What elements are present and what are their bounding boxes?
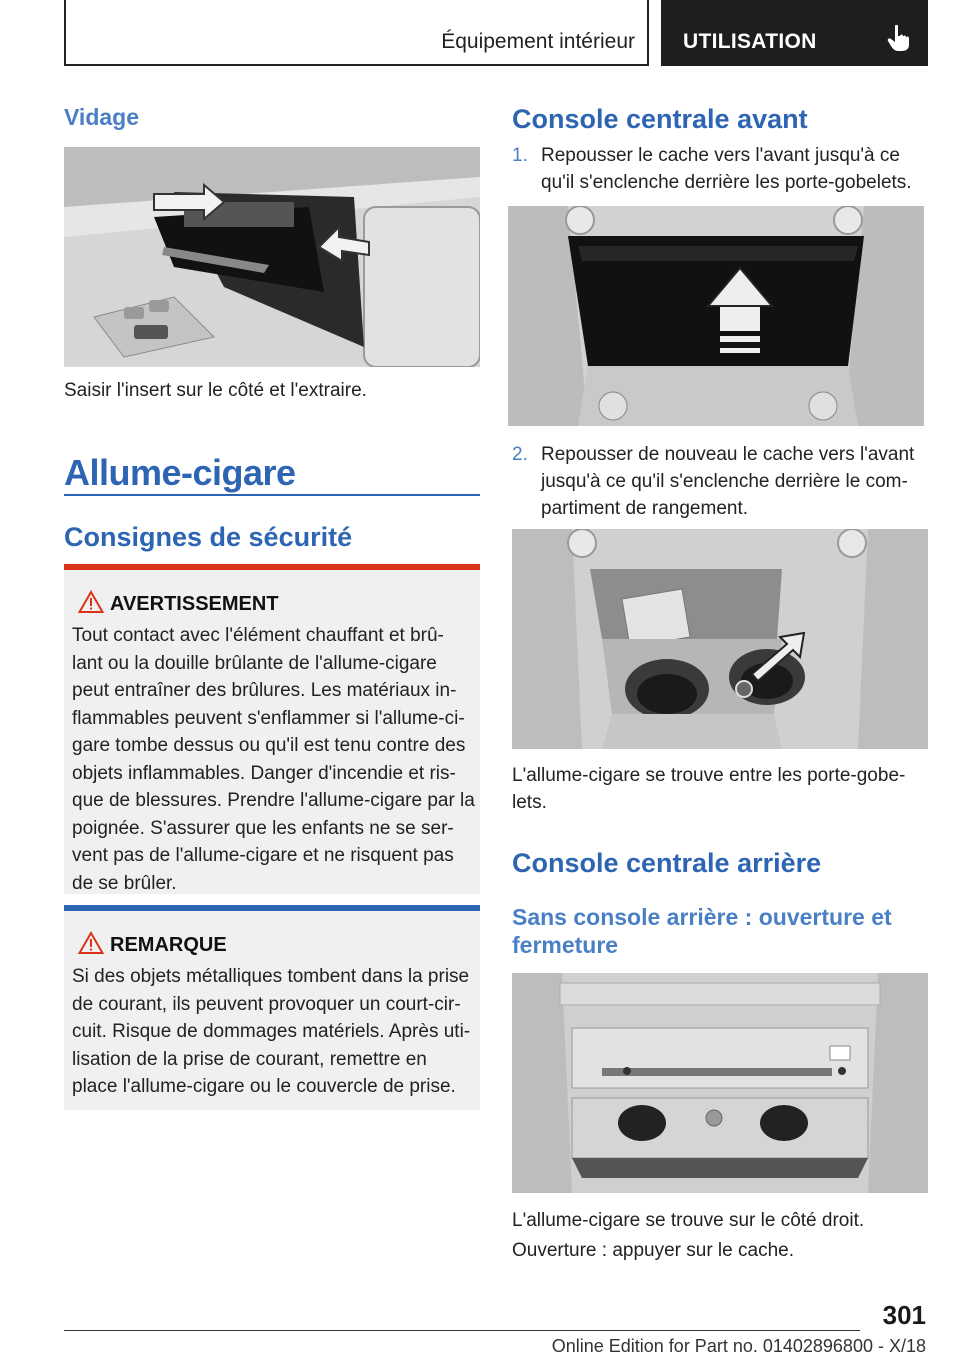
console-avant-heading: Console centrale avant xyxy=(512,104,808,134)
warning-bar xyxy=(64,564,480,570)
rear-console-photo xyxy=(512,973,928,1193)
step-number: 2. xyxy=(512,444,528,465)
warning-title: AVERTISSEMENT xyxy=(110,593,279,615)
heading-rule xyxy=(64,494,480,496)
edition-text: Online Edition for Part no. 01402896800 - X/18 xyxy=(551,1336,926,1356)
console-cover-photo xyxy=(508,206,924,426)
notice-text: Si des objets métalliques tombent dans la prise de courant, ils peuvent provoquer un court-cir- cuit. Risque de dommages matériels. Après uti- lisation de la prise de courant, remettre en place l'allume-cigare ou le couvercle de prise. xyxy=(72,966,471,1097)
console-arriere-heading: Console centrale arrière xyxy=(512,848,822,878)
warning-text: Tout contact avec l'élément chauffant et brû- lant ou la douille brûlante de l'allume-cigare peut entraîner des brûlures. Les matériaux in- flammables peuvent s'enflammer si l'allume-ci- gare tombe dessus ou qu'il est tenu contre des objets inflammables. Danger d'incendie et ris- que de blessures. Prendre l'allume-cigare par la poignée. S'assurer que les enfants ne se ser- vent pas de l'allume-cigare et ne risquent pas de se brûler. xyxy=(72,625,475,894)
hand-pointer-icon xyxy=(887,24,911,52)
page-header xyxy=(64,0,928,66)
step-text: Repousser de nouveau le cache vers l'avant jusqu'à ce qu'il s'enclenche derrière le com- partiment de rangement. xyxy=(541,444,915,519)
notice-triangle-icon xyxy=(78,931,104,955)
vidage-caption: Saisir l'insert sur le côté et l'extraire. xyxy=(64,380,367,401)
ashtray-insert-photo xyxy=(64,147,480,367)
avant-caption: L'allume-cigare se trouve entre les porte-gobe- lets. xyxy=(512,765,906,813)
allume-cigare-heading: Allume-cigare xyxy=(64,452,296,493)
chapter-title: UTILISATION xyxy=(683,30,817,53)
sans-console-heading: Sans console arrière : ouverture et fermeture xyxy=(512,904,892,958)
notice-title: REMARQUE xyxy=(110,934,227,956)
vidage-heading: Vidage xyxy=(64,104,139,130)
chapter-tab xyxy=(661,0,928,66)
step-number: 1. xyxy=(512,145,528,166)
arriere-caption-1: L'allume-cigare se trouve sur le côté droit. xyxy=(512,1210,865,1231)
section-title: Équipement intérieur xyxy=(441,30,635,53)
notice-bar xyxy=(64,905,480,911)
warning-triangle-icon xyxy=(78,590,104,614)
warning-box xyxy=(64,564,480,894)
cup-holder-photo xyxy=(512,529,928,749)
step-text: Repousser le cache vers l'avant jusqu'à ce qu'il s'enclenche derrière les porte-gobelets. xyxy=(541,145,912,193)
notice-box xyxy=(64,905,480,1110)
arriere-caption-2: Ouverture : appuyer sur le cache. xyxy=(512,1240,794,1261)
consignes-heading: Consignes de sécurité xyxy=(64,522,353,552)
footer-rule xyxy=(64,1330,860,1331)
section-tab xyxy=(64,0,649,66)
page-number: 301 xyxy=(882,1300,926,1330)
